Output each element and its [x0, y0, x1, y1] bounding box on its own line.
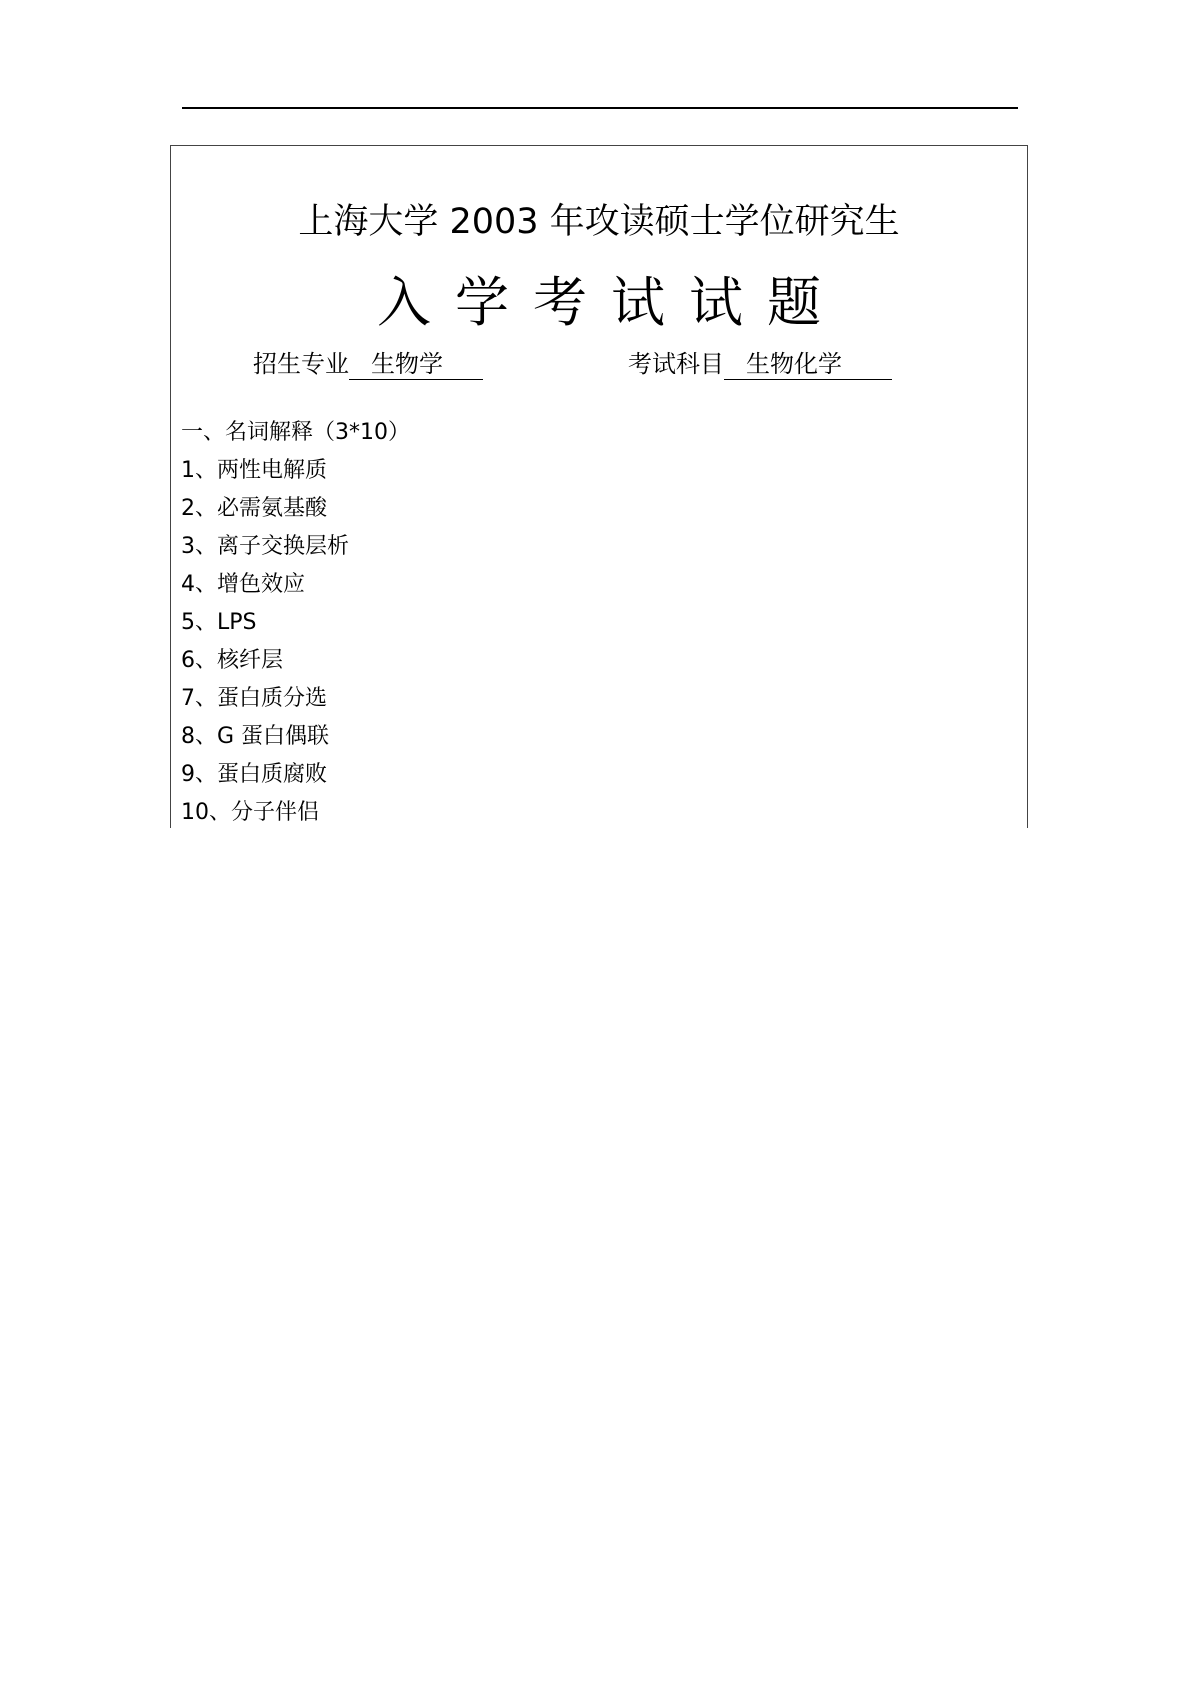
major-label: 招生专业 — [253, 350, 349, 378]
section-heading: 一、名词解释（3*10） — [181, 420, 410, 445]
term-list — [181, 452, 349, 832]
list-item: 2、必需氨基酸 — [181, 496, 327, 521]
main-title-char: 试 — [689, 271, 743, 334]
exam-title-line: 上海大学 2003 年攻读硕士学位研究生 — [298, 202, 900, 242]
list-item: 4、增色效应 — [181, 572, 305, 597]
list-item: 3、离子交换层析 — [181, 534, 349, 559]
list-item: 7、蛋白质分选 — [181, 686, 327, 711]
main-title-char: 入 — [377, 271, 431, 334]
exam-paper-box — [170, 145, 1028, 828]
major-value: 生物学 — [349, 349, 483, 380]
exam-main-title — [171, 268, 1027, 338]
subject-label: 考试科目 — [628, 350, 724, 378]
list-item: 8、G 蛋白偶联 — [181, 724, 330, 749]
list-item: 10、分子伴侣 — [181, 800, 319, 825]
main-title-char: 学 — [455, 271, 509, 334]
major-info — [253, 346, 483, 382]
subject-info — [628, 346, 892, 382]
list-item: 9、蛋白质腐败 — [181, 762, 327, 787]
main-title-char: 试 — [611, 271, 665, 334]
main-title-char: 题 — [767, 271, 821, 334]
header-rule — [182, 107, 1018, 109]
list-item: 5、LPS — [181, 610, 257, 635]
main-title-char: 考 — [533, 271, 587, 334]
list-item: 1、两性电解质 — [181, 458, 327, 483]
subject-value: 生物化学 — [724, 349, 892, 380]
list-item: 6、核纤层 — [181, 648, 283, 673]
